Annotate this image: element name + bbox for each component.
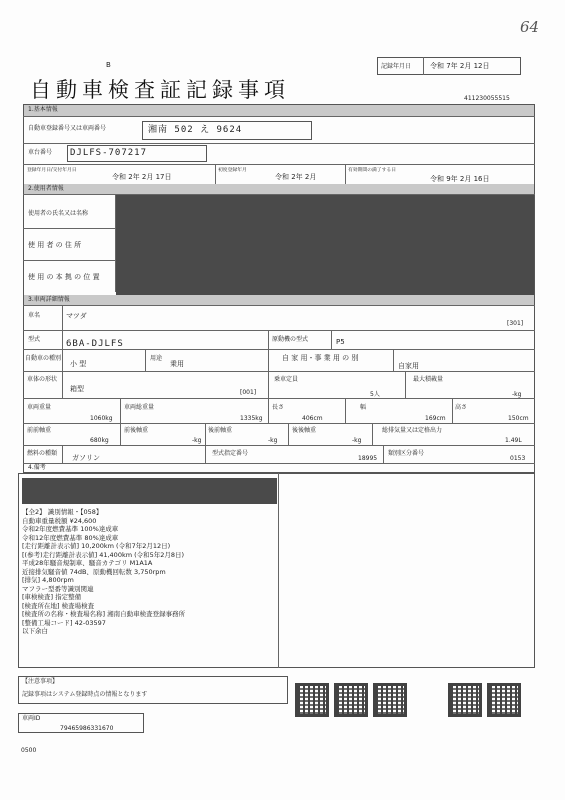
section-3-heading: 3.車両詳細情報	[28, 296, 70, 303]
capacity-label: 乗車定員	[274, 376, 299, 383]
remarks-line: 令和2年度燃費基準 100%達成車	[22, 525, 119, 533]
rear-axle-label: 後後軸重	[292, 427, 317, 434]
remarks-line: [検査所の名称・検査場名称] 湘南自動車検査登録事務所	[22, 610, 186, 618]
rule	[331, 330, 332, 349]
rule	[23, 143, 535, 144]
rule	[383, 445, 384, 463]
handwritten-page-number: 64	[520, 18, 540, 36]
section-2-header	[24, 184, 534, 194]
max-load-label: 最大積載量	[413, 376, 444, 383]
section-4-heading: 4.備考	[28, 464, 46, 471]
rule	[23, 398, 535, 399]
rule	[393, 349, 394, 371]
remarks-line: マフラー型番等識別関連	[22, 584, 94, 593]
use-label: 用途	[150, 355, 163, 362]
rf-axle-value: -kg	[268, 437, 278, 444]
first-reg-value: 令和 2年 2月 17日	[112, 173, 172, 181]
rule	[23, 371, 535, 372]
user-address-label: 使 用 者 の 住 所	[28, 241, 82, 249]
user-name-label: 使用者の氏名又は名称	[28, 210, 89, 217]
rule	[62, 349, 63, 371]
notice-box	[18, 676, 288, 704]
rule	[145, 349, 146, 371]
qr-code-4	[448, 683, 482, 717]
displacement-label: 総排気量又は定格出力	[382, 427, 443, 434]
model-label: 型式	[28, 336, 41, 343]
remarks-line: [検査所在地] 検査場検査	[22, 601, 95, 610]
expiry-value: 令和 9年 2月 16日	[430, 175, 490, 183]
notice-text: 記録事項はシステム登録時点の情報となります	[22, 691, 148, 698]
rule	[23, 423, 535, 424]
fwd-axle-label: 前前軸重	[27, 427, 52, 434]
fr-axle-value: -kg	[192, 437, 202, 444]
remarks-line: [走行距離計表示値] 10,200km (令和7年2月12日)	[22, 542, 171, 550]
section-2-heading: 2.使用者情報	[28, 185, 64, 192]
first-reg-label: 登録年月日/交付年月日	[27, 167, 77, 173]
model-value: 6BA-DJLFS	[66, 339, 124, 349]
height-value: 150cm	[508, 415, 529, 422]
remarks-line: [車検検査] 指定整備	[22, 593, 82, 601]
rule	[23, 164, 535, 165]
qr-code-2	[334, 683, 368, 717]
rule	[205, 423, 206, 445]
vehicle-id-label: 車両ID	[22, 715, 41, 722]
rule	[23, 463, 535, 464]
vehicle-id-value: 79465986331670	[60, 725, 114, 732]
length-label: 長さ	[272, 404, 285, 411]
rule	[288, 423, 289, 445]
form-mark: B	[106, 61, 111, 69]
notice-heading: 【注意事項】	[22, 678, 59, 685]
rule	[23, 116, 535, 117]
rule	[205, 445, 206, 463]
qr-code-1	[295, 683, 329, 717]
gross-weight-label: 車両総重量	[124, 404, 155, 411]
rule	[268, 330, 269, 349]
section-3-header	[24, 295, 534, 305]
rule	[23, 305, 535, 306]
height-label: 高さ	[455, 404, 468, 411]
redaction-block-user	[116, 195, 534, 295]
section-1-heading: 1.基本情報	[28, 106, 58, 113]
rule	[23, 228, 115, 229]
qr-code-5	[487, 683, 521, 717]
rule	[268, 398, 269, 423]
body-shape-value: 箱型	[70, 385, 84, 393]
page-code: 0500	[21, 747, 37, 754]
rule	[405, 371, 406, 398]
record-date-value: 令和 7年 2月 12日	[430, 62, 490, 70]
body-shape-label: 車体の形状	[27, 376, 58, 383]
designation-label: 型式指定番号	[212, 450, 249, 457]
remarks-line: 以下余白	[22, 627, 48, 635]
private-label: 自 家 用・事 業 用 の 別	[282, 354, 359, 362]
use-value: 乗用	[170, 360, 184, 368]
record-date-divider	[423, 57, 424, 75]
remarks-line: [(参考)走行距離計表示値] 41,400km (令和5年2月8日)	[22, 550, 185, 559]
category-value: 0153	[510, 455, 526, 462]
remarks-line: 令和12年度燃費基準 80%達成車	[22, 533, 119, 542]
engine-label: 原動機の型式	[272, 336, 309, 343]
remarks-notes	[22, 508, 272, 636]
rule	[120, 398, 121, 423]
remarks-line: 【全2】 識別情報・【058】	[22, 508, 103, 516]
rule	[62, 371, 63, 398]
document-number: 411230055515	[464, 95, 510, 102]
width-value: 169cm	[425, 415, 446, 422]
private-value: 自家用	[398, 362, 419, 370]
designation-value: 18995	[358, 455, 378, 462]
redaction-block-remarks	[22, 478, 277, 504]
gross-weight-value: 1335kg	[240, 415, 263, 422]
remarks-line: [排気] 4,800rpm	[22, 576, 74, 584]
chassis-label: 車台番号	[28, 149, 53, 156]
remarks-line: 近接排気騒音値 74dB、原動機回転数 3,750rpm	[22, 567, 166, 576]
engine-value: P5	[336, 338, 345, 346]
remarks-line: 平成28年騒音規制車、騒音カテゴリ M1A1A	[22, 559, 153, 567]
qr-code-3	[373, 683, 407, 717]
rule	[215, 164, 216, 184]
category-label: 類別区分番号	[388, 450, 425, 457]
maker-code: [301]	[507, 320, 524, 327]
vehicle-type-value: 小 型	[70, 360, 87, 368]
first-year-value: 令和 2年 2月	[275, 173, 317, 181]
expiry-label: 有効期間の満了する日	[348, 167, 397, 173]
fuel-label: 燃料の種類	[27, 450, 58, 457]
rule	[23, 349, 535, 350]
displacement-value: 1.49L	[505, 437, 522, 444]
length-value: 406cm	[302, 415, 323, 422]
rule	[62, 330, 63, 349]
rule	[120, 423, 121, 445]
reg-number-value: 湘南 502 え 9624	[148, 125, 243, 135]
rule	[345, 164, 346, 184]
rule	[23, 330, 535, 331]
rule	[62, 445, 63, 463]
rule	[345, 398, 346, 423]
vehicle-weight-label: 車両重量	[27, 404, 52, 411]
document-title: 自動車検査証記録事項	[30, 78, 290, 102]
vehicle-weight-value: 1060kg	[90, 415, 113, 422]
vehicle-type-label: 自動車の種別	[25, 355, 62, 362]
remarks-line: 自動車重量税額 ¥24,600	[22, 516, 97, 525]
fr-axle-label: 前後軸重	[124, 427, 149, 434]
capacity-value: 5人	[370, 391, 380, 398]
rule	[23, 260, 115, 261]
record-date-label: 記録年月日	[381, 63, 412, 70]
body-shape-code: [001]	[240, 389, 257, 396]
width-label: 幅	[360, 404, 367, 411]
rear-axle-value: -kg	[352, 437, 362, 444]
section-1-header	[24, 105, 534, 116]
rule	[372, 423, 373, 445]
max-load-value: -kg	[512, 391, 522, 398]
chassis-value: DJLFS-707217	[70, 148, 148, 158]
rf-axle-label: 後前軸重	[208, 427, 233, 434]
rule	[452, 398, 453, 423]
maker-value: マツダ	[66, 312, 87, 320]
rule	[268, 349, 269, 371]
fwd-axle-value: 680kg	[90, 437, 109, 444]
fuel-value: ガソリン	[72, 454, 100, 462]
user-base-label: 使 用 の 本 拠 の 位 置	[28, 273, 100, 281]
maker-label: 車名	[28, 312, 41, 319]
remarks-divider	[278, 473, 279, 668]
rule	[62, 305, 63, 330]
reg-number-label: 自動車登録番号又は車両番号	[28, 125, 107, 132]
first-year-label: 初度登録年月	[218, 167, 247, 173]
rule	[23, 445, 535, 446]
remarks-line: [整備工場コード] 42-03597	[22, 618, 106, 627]
rule	[268, 371, 269, 398]
